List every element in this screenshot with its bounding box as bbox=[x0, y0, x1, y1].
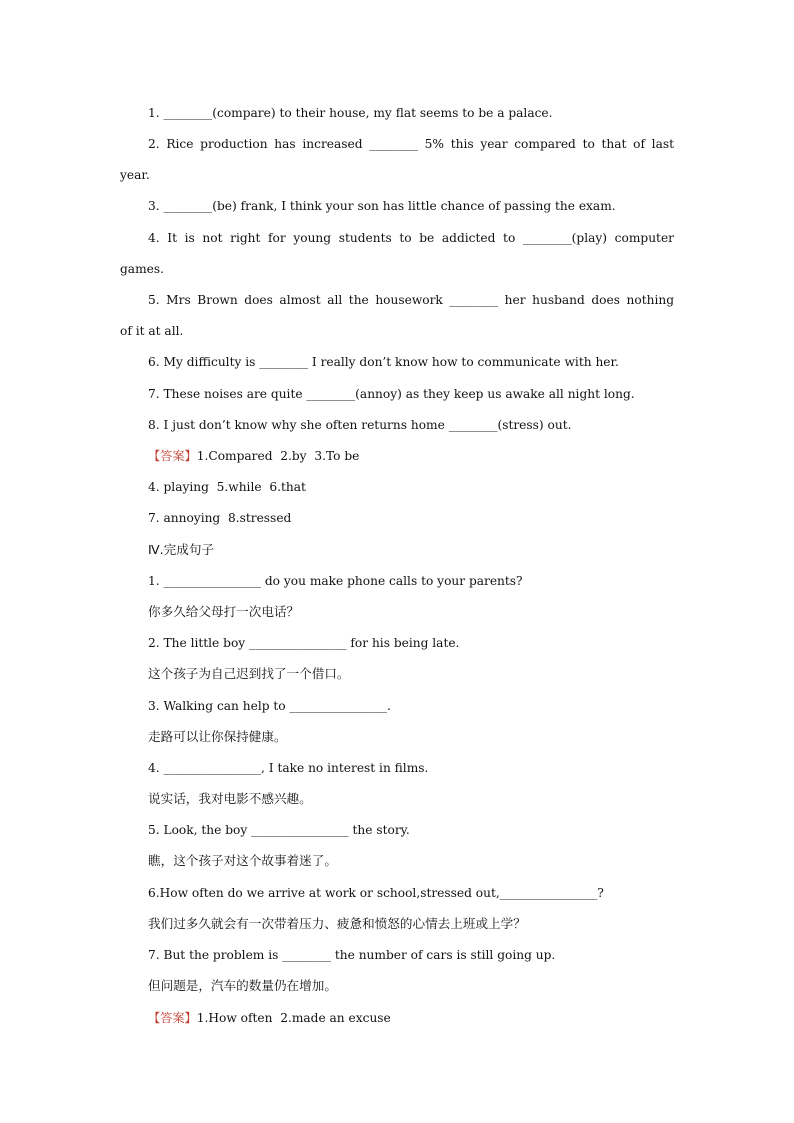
sentence-5-en: 5. Look, the boy ________________ the story. bbox=[148, 823, 410, 837]
exercise-8: 8. I just don’t know why she often returns home ________(stress) out. bbox=[148, 418, 572, 432]
sentence-7-en: 7. But the problem is ________ the number of cars is still going up. bbox=[148, 948, 556, 962]
exercise-4-line-2: games. bbox=[120, 262, 164, 276]
exercise-5-line-1: 5. Mrs Brown does almost all the housework ________ her husband does nothing bbox=[148, 293, 674, 307]
answer-tag: 【答案】 bbox=[148, 1011, 197, 1025]
sentence-6-cn: 我们过多久就会有一次带着压力、疲惫和愤怒的心情去上班或上学？ bbox=[148, 916, 526, 931]
answer-tag: 【答案】 bbox=[148, 449, 197, 463]
sentence-3-en: 3. Walking can help to ________________. bbox=[148, 699, 391, 713]
sentence-7-cn: 但问题是，汽车的数量仍在增加。 bbox=[148, 978, 337, 993]
exercise-7: 7. These noises are quite ________(annoy) as they keep us awake all night long. bbox=[148, 387, 635, 401]
answer-line-1 bbox=[148, 448, 359, 464]
sentence-4-cn: 说实话，我对电影不感兴趣。 bbox=[148, 791, 312, 806]
exercise-6: 6. My difficulty is ________ I really don’t know how to communicate with her. bbox=[148, 355, 619, 369]
section-heading: Ⅳ.完成句子 bbox=[148, 542, 215, 557]
exercise-1: 1. ________(compare) to their house, my flat seems to be a palace. bbox=[148, 106, 553, 120]
exercise-4-line-1: 4. It is not right for young students to be addicted to ________(play) computer bbox=[148, 231, 674, 245]
sentence-1-cn: 你多久给父母打一次电话？ bbox=[148, 604, 300, 619]
sentence-2-cn: 这个孩子为自己迟到找了一个借口。 bbox=[148, 666, 350, 681]
exercise-3: 3. ________(be) frank, I think your son has little chance of passing the exam. bbox=[148, 199, 616, 213]
exercise-5-line-2: of it at all. bbox=[120, 324, 184, 338]
sentence-5-cn: 瞧，这个孩子对这个故事着迷了。 bbox=[148, 853, 337, 868]
answer-text: 1.Compared 2.by 3.To be bbox=[196, 449, 360, 463]
answer-text: 1.How often 2.made an excuse bbox=[196, 1011, 391, 1025]
sentence-6-en: 6.How often do we arrive at work or school,stressed out,________________? bbox=[148, 886, 604, 900]
answer-line-section4 bbox=[148, 1010, 391, 1026]
sentence-3-cn: 走路可以让你保持健康。 bbox=[148, 729, 287, 744]
exercise-2-line-1: 2. Rice production has increased ________ 5% this year compared to that of last bbox=[148, 137, 674, 151]
sentence-4-en: 4. ________________, I take no interest in films. bbox=[148, 761, 429, 775]
exercise-2-line-2: year. bbox=[120, 168, 150, 182]
sentence-2-en: 2. The little boy ________________ for his being late. bbox=[148, 636, 460, 650]
answer-line-3: 7. annoying 8.stressed bbox=[148, 511, 292, 525]
sentence-1-en: 1. ________________ do you make phone calls to your parents? bbox=[148, 574, 523, 588]
answer-line-2: 4. playing 5.while 6.that bbox=[148, 480, 306, 494]
